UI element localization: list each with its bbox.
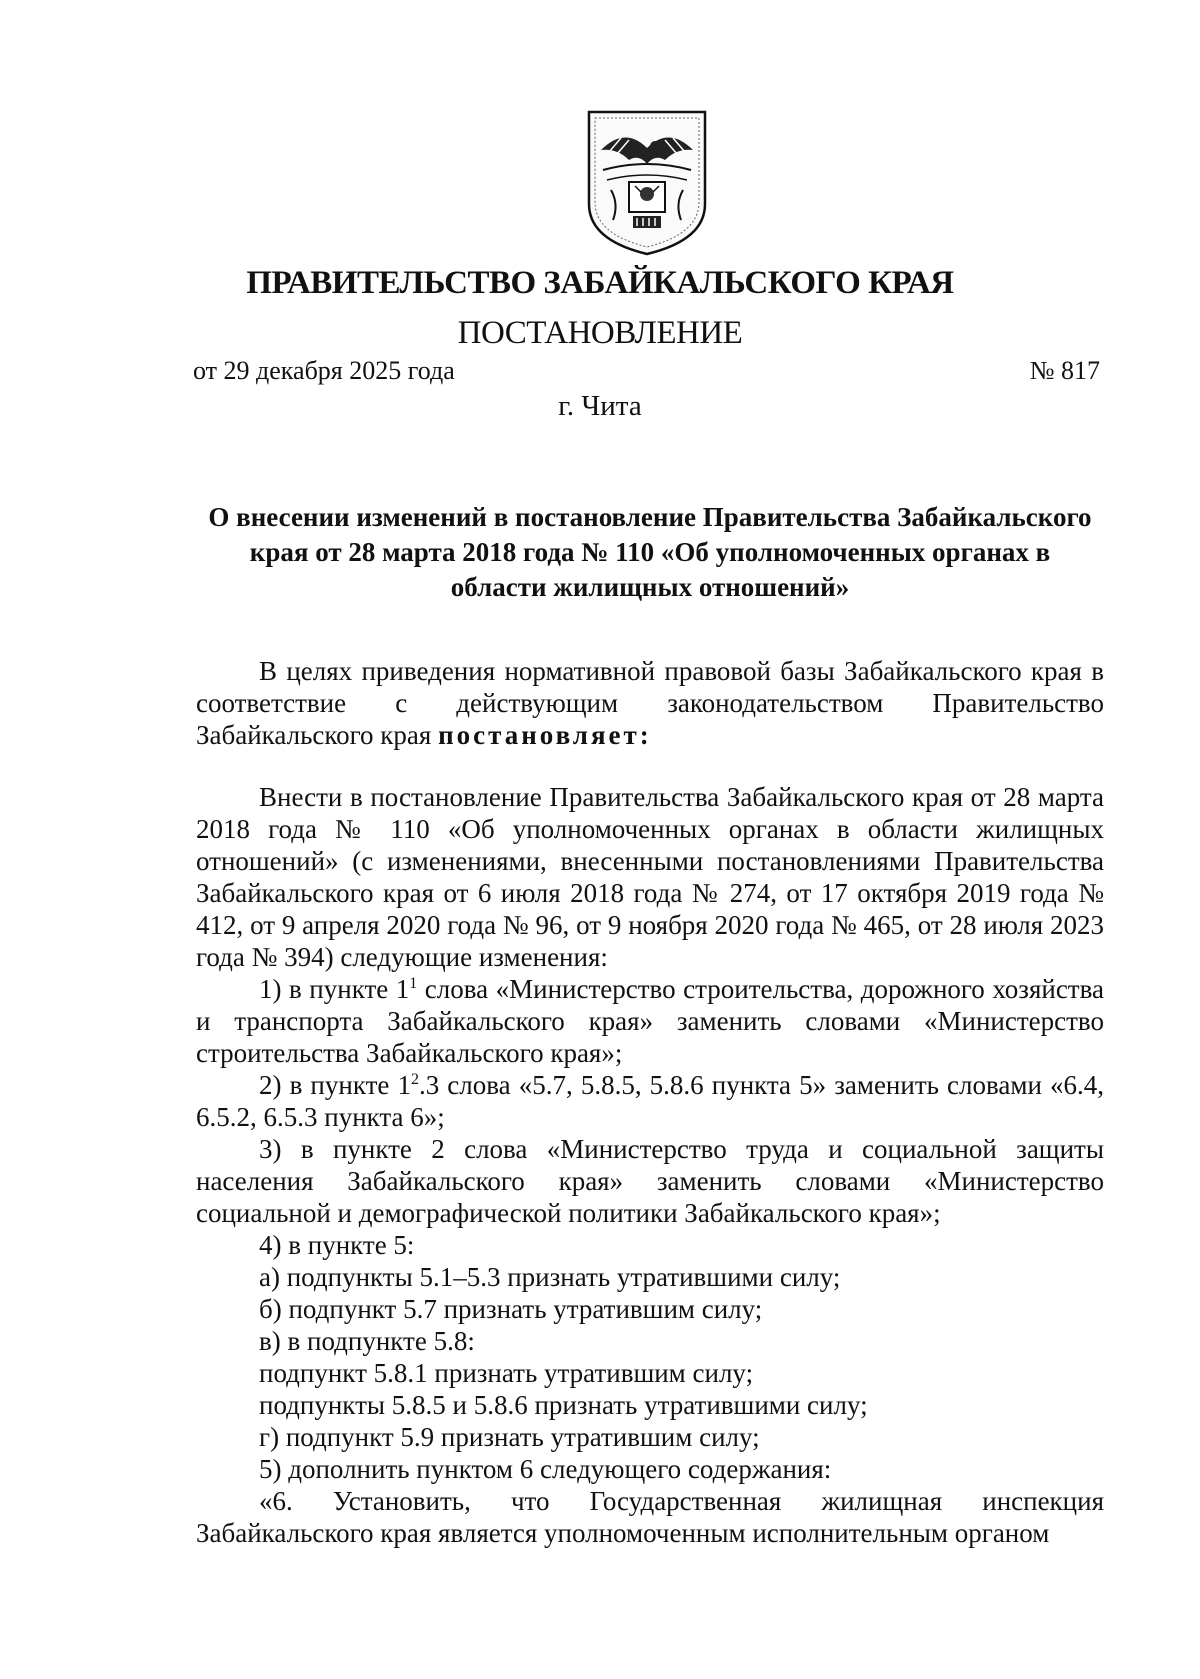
item-2-superscript: 2 — [410, 1071, 419, 1088]
item-1-start: 1) в пункте 1 — [259, 974, 410, 1004]
intro-paragraph: Внести в постановление Правительства Забайкальского края от 28 марта 2018 года № 110 «Об уполномоченных органах в области жилищных отношений» (с изменениями, внесенными постановлениями Правительства Забайкальского края от 6 июля 2018 года № 274, от 17 октября 2019 года № 412, от 9 апреля 2020 года № 96, от 9 ноября 2020 года № 465, от 28 июля 2023 года № 394) следующие изменения: — [196, 782, 1104, 972]
subject-line-2: края от 28 марта 2018 года № 110 «Об уполномоченных органах в — [249, 537, 1051, 567]
document-number: № 817 — [1029, 356, 1100, 385]
preamble-text: В целях приведения нормативной правовой базы Забайкальского края в соответствие с действующим законодательством Правительство Забайкальского края — [196, 656, 1104, 750]
document-subject — [190, 500, 1110, 605]
item-3: 3) в пункте 2 слова «Министерство труда и социальной защиты населения Забайкальского края» заменить словами «Министерство социальной и демографической политики Забайкальского края»; — [196, 1134, 1104, 1228]
item-5: 5) дополнить пунктом 6 следующего содержания: — [259, 1454, 832, 1484]
item-1-rest: слова «Министерство строительства, дорожного хозяйства и транспорта Забайкальского края» заменить словами «Министерство строительства Забайкальского края»; — [196, 974, 1104, 1068]
document-type: ПОСТАНОВЛЕНИЕ — [457, 315, 743, 351]
item-4c1: подпункт 5.8.1 признать утратившим силу; — [259, 1358, 754, 1388]
document-body — [196, 655, 1104, 1549]
item-1-superscript: 1 — [409, 975, 418, 992]
coat-of-arms-emblem — [585, 108, 709, 256]
item-2-rest: .3 слова «5.7, 5.8.5, 5.8.6 пункта 5» заменить словами «6.4, 6.5.2, 6.5.3 пункта 6»; — [196, 1070, 1104, 1132]
item-4a: а) подпункты 5.1–5.3 признать утратившими силу; — [259, 1262, 841, 1292]
item-4c: в) в подпункте 5.8: — [259, 1326, 475, 1356]
item-1 — [196, 973, 1104, 1069]
item-4b: б) подпункт 5.7 признать утратившим силу; — [259, 1294, 763, 1324]
item-2 — [196, 1069, 1104, 1133]
preamble-keyword: постановляет: — [438, 720, 652, 750]
preamble-paragraph — [196, 655, 1104, 751]
item-4: 4) в пункте 5: — [259, 1230, 415, 1260]
item-4d: г) подпункт 5.9 признать утратившим силу; — [259, 1422, 760, 1452]
item-6: «6. Установить, что Государственная жилищная инспекция Забайкальского края является уполномоченным исполнительным органом — [196, 1486, 1104, 1548]
subject-line-3: области жилищных отношений» — [450, 572, 850, 602]
item-4c2: подпункты 5.8.5 и 5.8.6 признать утратившими силу; — [259, 1390, 868, 1420]
organization-title: ПРАВИТЕЛЬСТВО ЗАБАЙКАЛЬСКОГО КРАЯ — [246, 265, 954, 301]
subject-line-1: О внесении изменений в постановление Правительства Забайкальского — [208, 502, 1092, 532]
document-date: от 29 декабря 2025 года — [193, 356, 455, 385]
item-2-start: 2) в пункте 1 — [259, 1070, 411, 1100]
document-city: г. Чита — [558, 390, 642, 422]
